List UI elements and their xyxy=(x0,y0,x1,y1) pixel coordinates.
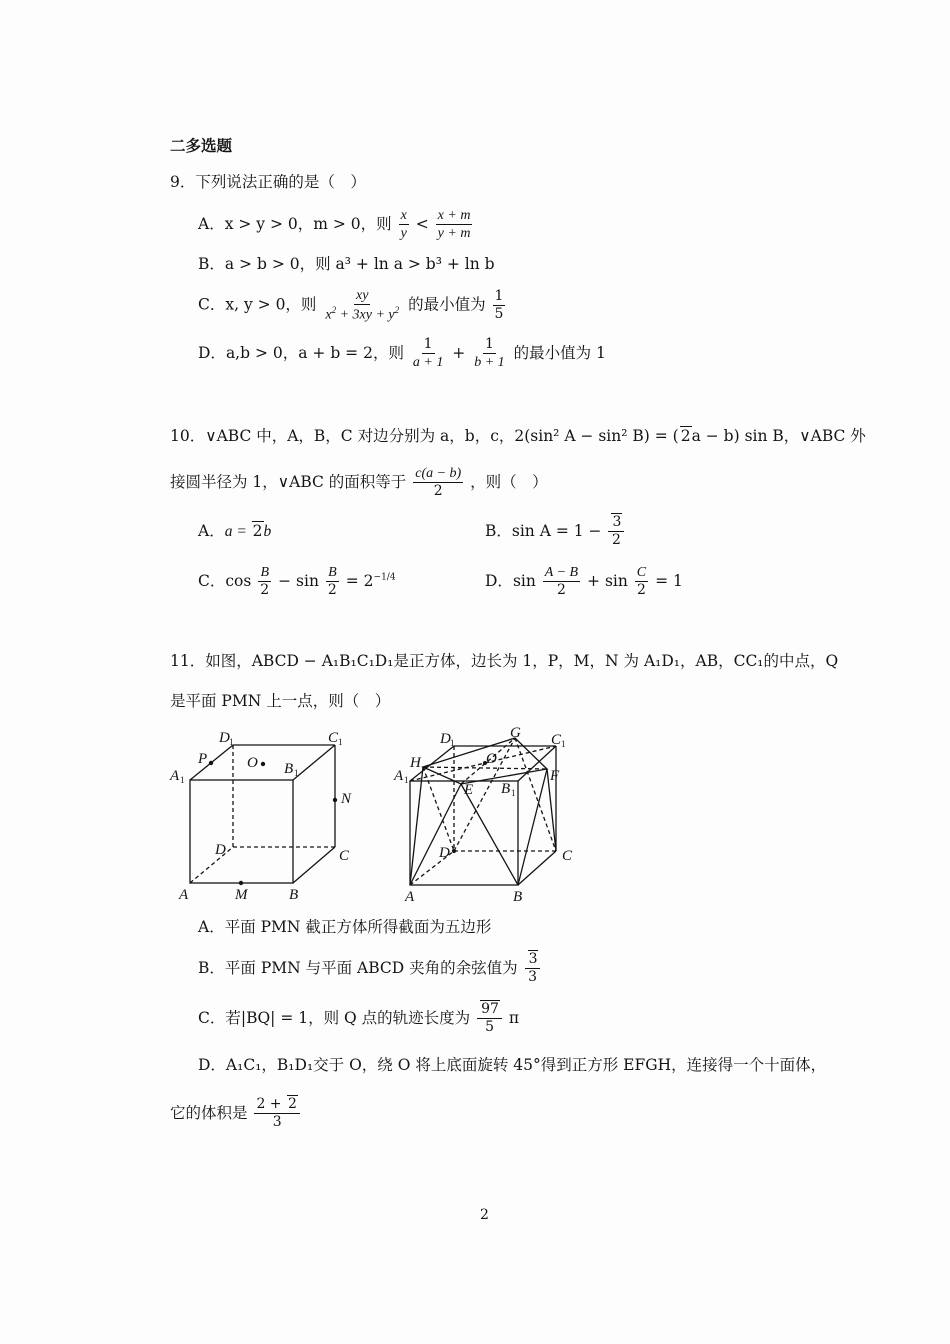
svg-text:C: C xyxy=(339,848,350,864)
svg-text:A: A xyxy=(170,768,180,784)
svg-text:1: 1 xyxy=(450,738,455,748)
svg-text:D: D xyxy=(215,842,226,858)
q10-option-a: A．a = 2b xyxy=(198,522,272,540)
svg-text:P: P xyxy=(198,751,208,767)
q10-option-b: B．sin A = 1 − $\frac{3}{2}$ xyxy=(485,515,626,549)
svg-text:B: B xyxy=(284,761,294,777)
q10-stem-line2: 接圆半径为 1，∨ABC 的面积等于 $\frac{c(a - b)}{2}$ ，则（ ） xyxy=(170,466,548,500)
svg-text:1: 1 xyxy=(561,739,566,749)
svg-text:A: A xyxy=(405,889,415,905)
svg-text:M: M xyxy=(235,887,248,903)
q9-option-a: A．x > y > 0，m > 0，则 $\frac{x}{y}$ < $\frac{x + m}{y + m}$ xyxy=(198,208,471,242)
q11-option-d-line1: D．A₁C₁，B₁D₁交于 O，绕 O 将上底面旋转 45°得到正方形 EFGH，连接得一个十面体， xyxy=(198,1056,827,1074)
q9-option-b: B．a > b > 0，则 a³ + ln a > b³ + ln b xyxy=(198,255,495,273)
q11-stem-line2: 是平面 PMN 上一点，则（ ） xyxy=(170,692,391,710)
page-number: 2 xyxy=(480,1207,489,1223)
q11-stem-line1: 11．如图，ABCD − A₁B₁C₁D₁是正方体，边长为 1，P，M，N 为 A₁D₁，AB，CC₁的中点，Q xyxy=(170,652,839,670)
q10-option-c: C．cos $\frac{B}{2}$ − sin $\frac{B}{2}$ = $2^{-1/4}$ xyxy=(198,565,396,599)
svg-text:D: D xyxy=(219,730,230,746)
svg-text:1: 1 xyxy=(229,737,234,747)
q10-stem-line1: 10．∨ABC 中，A，B，C 对边分别为 a，b，c，2(sin² A − sin² B) = ( 2a − b) sin B，∨ABC 外 xyxy=(170,427,866,445)
svg-text:O: O xyxy=(486,751,497,767)
q11-option-b: B．平面 PMN 与平面 ABCD 夹角的余弦值为 $\frac{3}{3}$ xyxy=(198,952,542,986)
q9-stem: 9．下列说法正确的是（ ） xyxy=(170,173,366,191)
svg-text:1: 1 xyxy=(404,775,409,785)
q9-option-c: C．x, y > 0，则 $\frac{xy}{x^2 + 3xy + y^2}$ 的最小值为 $\frac{1}{5}$ xyxy=(198,287,504,324)
svg-text:G: G xyxy=(510,725,521,741)
q10-option-d: D．sin $\frac{A - B}{2}$ + sin $\frac{C}{2}$ = 1 xyxy=(485,565,683,599)
q11-option-c: C．若|BQ| = 1，则 Q 点的轨迹长度为 $\frac{97}{5}$ π xyxy=(198,1001,520,1036)
q9-option-d: D．a,b > 0，a + b = 2，则 $\frac{1}{a + 1}$ + $\frac{1}{b + 1}$ 的最小值为 1 xyxy=(198,336,606,371)
svg-text:1: 1 xyxy=(338,737,343,747)
decahedron-figure-right xyxy=(390,725,590,905)
svg-text:E: E xyxy=(464,782,474,798)
svg-text:D: D xyxy=(440,731,451,747)
svg-text:D: D xyxy=(439,845,450,861)
q11-option-d-line2: 它的体积是 $\frac{2 + 2}{3}$ xyxy=(170,1097,302,1131)
svg-text:1: 1 xyxy=(294,768,299,778)
svg-text:B: B xyxy=(289,887,299,903)
cube-figure-left xyxy=(165,725,365,905)
svg-text:C: C xyxy=(328,730,339,746)
svg-text:A: A xyxy=(179,887,189,903)
svg-text:B: B xyxy=(513,889,523,905)
svg-text:1: 1 xyxy=(511,788,516,798)
svg-text:C: C xyxy=(551,732,562,748)
svg-text:F: F xyxy=(550,768,560,784)
svg-text:A: A xyxy=(394,768,404,784)
section-title: 二多选题 xyxy=(170,136,233,155)
q11-option-a: A．平面 PMN 截正方体所得截面为五边形 xyxy=(198,918,492,936)
svg-text:1: 1 xyxy=(180,775,185,785)
svg-text:B: B xyxy=(501,781,511,797)
svg-text:O: O xyxy=(247,755,258,771)
svg-text:H: H xyxy=(410,755,421,771)
svg-text:N: N xyxy=(341,791,352,807)
svg-text:C: C xyxy=(562,848,573,864)
